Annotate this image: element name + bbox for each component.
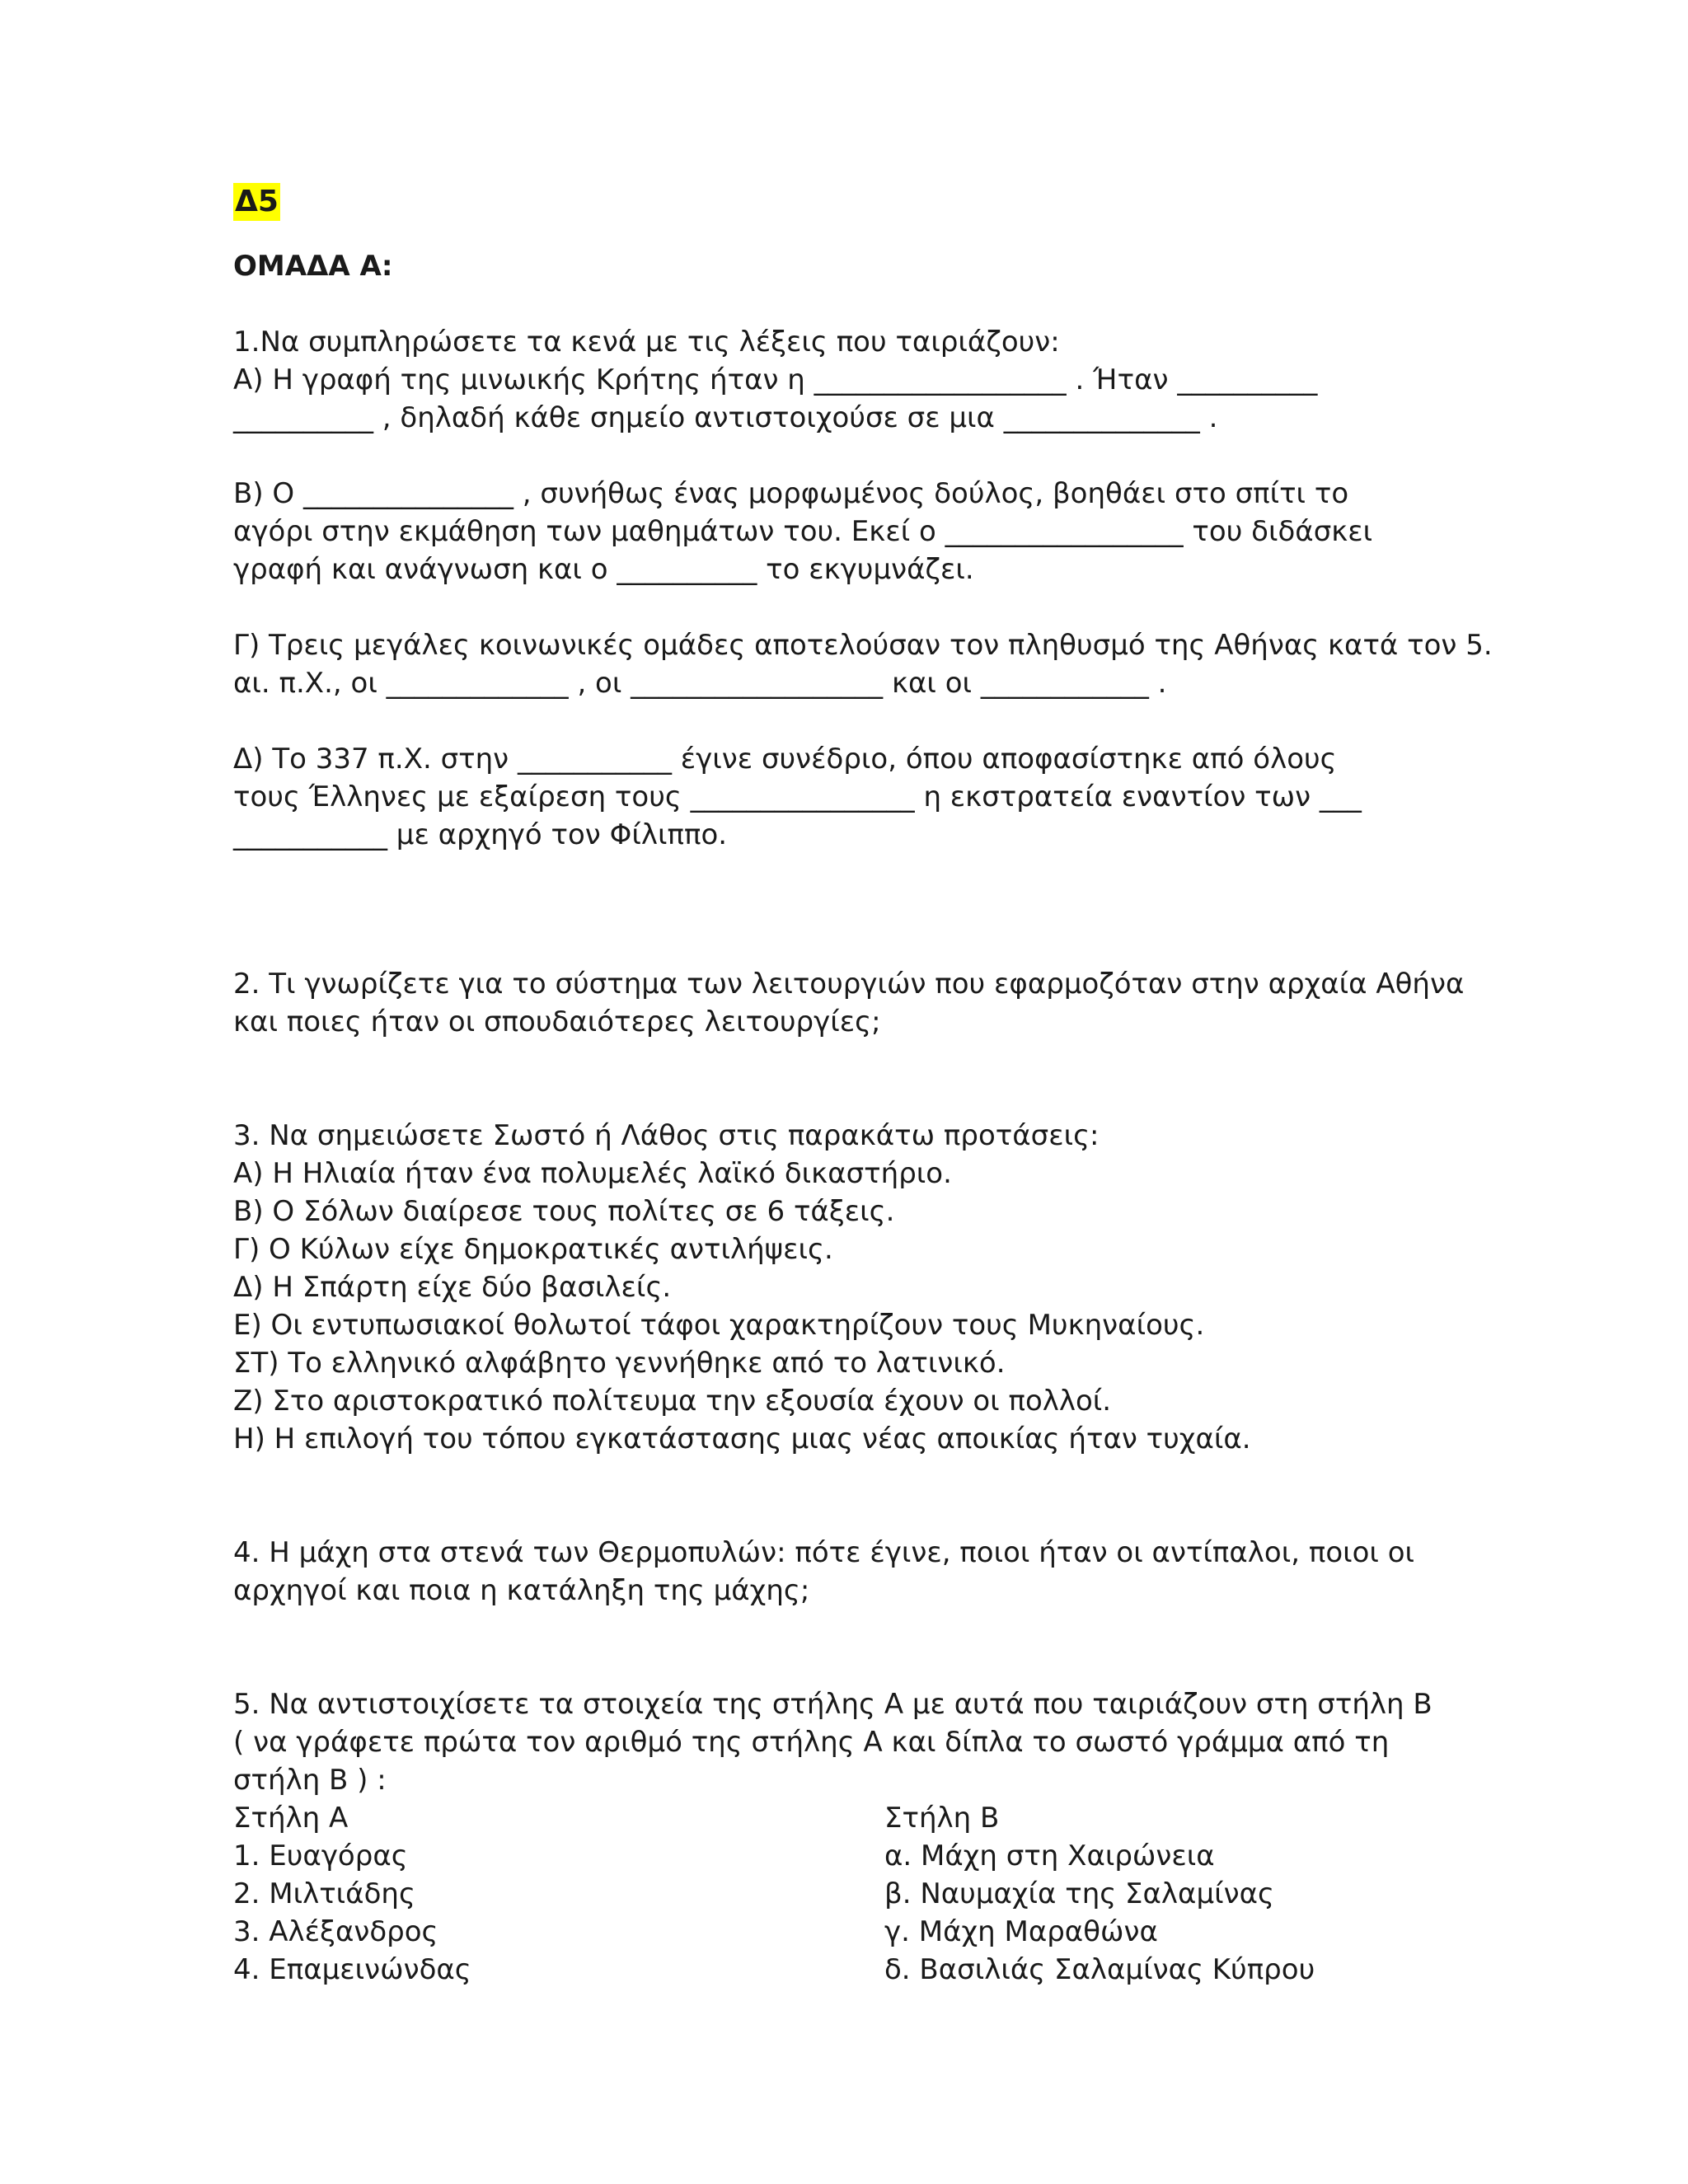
column-a-item: 4. Επαμεινώνδας (233, 1953, 471, 1986)
matching-row (233, 1837, 1470, 1875)
title-block (233, 183, 1470, 247)
question-5-prompt: 5. Να αντιστοιχίσετε τα στοιχεία της στήλης Α με αυτά που ταιριάζουν στη στήλη Β (233, 1688, 1432, 1721)
matching-row (233, 1913, 1470, 1951)
question-1d-line: ___________ με αρχηγό τον Φίλιππο. (233, 818, 728, 851)
question-3-statement: Ζ) Στο αριστοκρατικό πολίτευμα την εξουσία έχουν οι πολλοί. (233, 1385, 1112, 1418)
column-a-item: 3. Αλέξανδρος (233, 1915, 438, 1948)
column-b-item: α. Μάχη στη Χαιρώνεια (884, 1840, 1215, 1872)
question-3-statement: Η) Η επιλογή του τόπου εγκατάστασης μιας νέας αποικίας ήταν τυχαία. (233, 1422, 1251, 1455)
question-3-statement: Γ) Ο Κύλων είχε δημοκρατικές αντιλήψεις. (233, 1233, 833, 1266)
question-3-prompt: 3. Να σημειώσετε Σωστό ή Λάθος στις παρακάτω προτάσεις: (233, 1119, 1100, 1152)
matching-header-row (233, 1799, 1470, 1837)
question-1b-line: Β) Ο _______________ , συνήθως ένας μορφωμένος δούλος, βοηθάει στο σπίτι το (233, 477, 1349, 510)
question-1d-line: τους Έλληνες με εξαίρεση τους ________________ η εκστρατεία εναντίον των ___ (233, 780, 1362, 813)
column-a-item: 2. Μιλτιάδης (233, 1877, 415, 1910)
matching-row (233, 1875, 1470, 1913)
question-3-statement: ΣΤ) Το ελληνικό αλφάβητο γεννήθηκε από το λατινικό. (233, 1347, 1006, 1380)
question-4 (233, 1534, 1470, 1610)
question-3-statement: Α) Η Ηλιαία ήταν ένα πολυμελές λαϊκό δικαστήριο. (233, 1157, 952, 1190)
question-2-line: 2. Τι γνωρίζετε για το σύστημα των λειτουργιών που εφαρμοζόταν στην αρχαία Αθήνα (233, 968, 1465, 1001)
worksheet (233, 183, 1493, 1989)
column-b-item: δ. Βασιλιάς Σαλαμίνας Κύπρου (884, 1953, 1315, 1986)
question-3 (233, 1117, 1470, 1458)
question-3-statement: Δ) Η Σπάρτη είχε δύο βασιλείς. (233, 1271, 672, 1304)
question-1 (233, 323, 1493, 854)
question-1c-line: Γ) Τρεις μεγάλες κοινωνικές ομάδες αποτελούσαν τον πληθυσμό της Αθήνας κατά τον 5. (233, 629, 1493, 662)
question-1c-line: αι. π.Χ., οι _____________ , οι __________________ και οι ____________ . (233, 667, 1167, 700)
question-4-line: αρχηγοί και ποια η κατάληξη της μάχης; (233, 1574, 810, 1607)
question-3-statement: Ε) Οι εντυπωσιακοί θολωτοί τάφοι χαρακτηρίζουν τους Μυκηναίους. (233, 1309, 1205, 1342)
question-1-prompt: 1.Να συμπληρώσετε τα κενά με τις λέξεις που ταιριάζουν: (233, 326, 1060, 359)
worksheet-title: Δ5 (233, 183, 280, 221)
question-2-line: και ποιες ήταν οι σπουδαιότερες λειτουργίες; (233, 1005, 881, 1038)
column-a-header: Στήλη Α (233, 1802, 349, 1835)
question-1d-line: Δ) Το 337 π.Χ. στην ___________ έγινε συνέδριο, όπου αποφασίστηκε από όλους (233, 743, 1337, 776)
group-heading: ΟΜΑΔΑ Α: (233, 250, 393, 283)
question-4-line: 4. Η μάχη στα στενά των Θερμοπυλών: πότε έγινε, ποιοι ήταν οι αντίπαλοι, ποιοι οι (233, 1536, 1415, 1569)
column-b-item: γ. Μάχη Μαραθώνα (884, 1915, 1158, 1948)
question-1a-line: __________ , δηλαδή κάθε σημείο αντιστοιχούσε σε μια ______________ . (233, 401, 1218, 434)
column-a-item: 1. Ευαγόρας (233, 1840, 408, 1872)
question-5-prompt: στήλη Β ) : (233, 1764, 387, 1797)
question-5-prompt: ( να γράφετε πρώτα τον αριθμό της στήλης Α και δίπλα το σωστό γράμμα από τη (233, 1726, 1390, 1759)
question-1b-line: αγόρι στην εκμάθηση των μαθημάτων του. Εκεί ο _________________ του διδάσκει (233, 515, 1373, 548)
question-2 (233, 965, 1470, 1041)
matching-row (233, 1951, 1470, 1989)
column-b-item: β. Ναυμαχία της Σαλαμίνας (884, 1877, 1274, 1910)
column-b-header: Στήλη Β (884, 1802, 1000, 1835)
question-3-statement: Β) Ο Σόλων διαίρεσε τους πολίτες σε 6 τάξεις. (233, 1195, 895, 1228)
question-5 (233, 1685, 1470, 1989)
question-1b-line: γραφή και ανάγνωση και ο __________ το εκγυμνάζει. (233, 553, 974, 586)
question-1a-line: Α) Η γραφή της μινωικής Κρήτης ήταν η __________________ . Ήταν __________ (233, 363, 1318, 396)
